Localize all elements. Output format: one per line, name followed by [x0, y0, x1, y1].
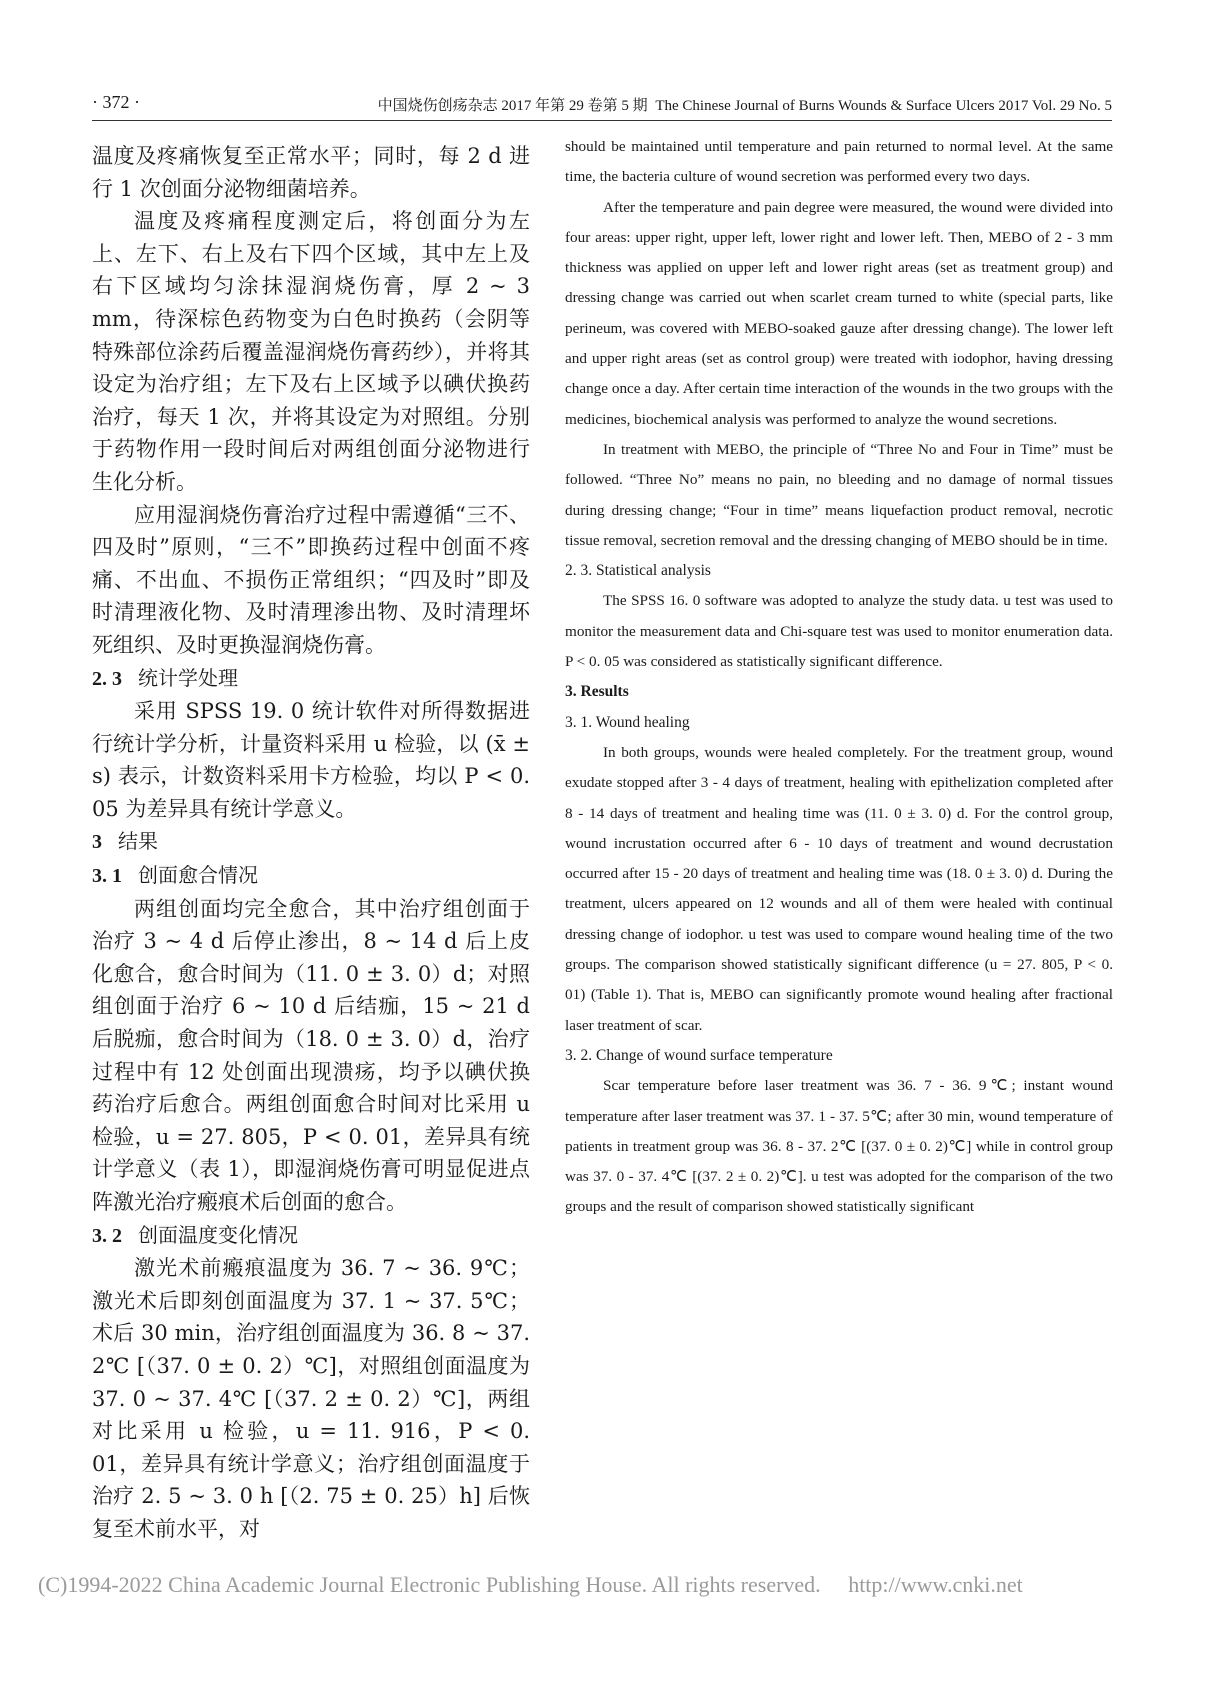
cn-heading-number: 3: [92, 831, 102, 854]
en-paragraph-4: The SPSS 16. 0 software was adopted to analyze the study data. u test was used to monitor the measurement data and Chi-square test was used to monitor enumeration data. P < 0. 05 was considered as statistically significant difference.: [565, 592, 1113, 671]
cn-heading-3-1: [92, 859, 530, 893]
journal-title-cn: 中国烧伤创疡杂志 2017 年第 29 卷第 5 期: [377, 98, 648, 114]
en-paragraph-2: After the temperature and pain degree were measured, the wound were divided into four areas: upper right, upper left, lower right and lower left. Then, MEBO of 2 - 3 mm thickness was applied on upper left and lower right areas (set as treatment group) and dressing change was carried out when scarlet cream turned to white (special parts, like perineum, was covered with MEBO-soaked gauze after dressing change). The lower left and upper right areas (set as control group) were treated with iodophor, having dressing change once a day. After certain time interaction of the wounds in the two groups with the medicines, biochemical analysis was performed to analyze the wound secretions.: [565, 198, 1113, 428]
cn-heading-3: [92, 825, 530, 859]
cn-heading-number: 3. 2: [92, 1224, 122, 1247]
chinese-column: [92, 140, 530, 1546]
journal-title-en: The Chinese Journal of Burns Wounds & Surface Ulcers 2017 Vol. 29 No. 5: [655, 98, 1112, 114]
en-heading-3-1: 3. 1. Wound healing: [565, 713, 690, 731]
journal-citation: [374, 94, 1112, 115]
cn-paragraph-3: 应用湿润烧伤膏治疗过程中需遵循“三不、四及时”原则，“三不”即换药过程中创面不疼痛、不出血、不损伤正常组织；“四及时”即及时清理液化物、及时清理渗出物、及时清理坏死组织、及时更换湿润烧伤膏。: [92, 502, 530, 657]
cn-paragraph-4: 采用 SPSS 19. 0 统计软件对所得数据进行统计学分析，计量资料采用 u 检验，以 (x̄ ± s) 表示，计数资料采用卡方检验，均以 P < 0. 05 为差异具有统计学意义。: [92, 699, 530, 821]
cn-paragraph-6: 激光术前瘢痕温度为 36. 7 ~ 36. 9℃；激光术后即刻创面温度为 37. 1 ~ 37. 5℃；术后 30 min，治疗组创面温度为 36. 8 ~ 37. 2℃ [（37. 0 ± 0. 2）℃]，对照组创面温度为 37. 0 ~ 37. 4℃ [（37. 2 ± 0. 2）℃]，两组对比采用 u 检验，u = 11. 916，P < 0. 01，差异具有统计学意义；治疗组创面温度于治疗 2. 5 ~ 3. 0 h [（2. 75 ± 0. 25）h] 后恢复至术前水平，对: [92, 1256, 530, 1541]
copyright-text: (C)1994-2022 China Academic Journal Electronic Publishing House. All rights reserved.: [38, 1572, 821, 1597]
cn-paragraph-5: 两组创面均完全愈合，其中治疗组创面于治疗 3 ~ 4 d 后停止渗出，8 ~ 14 d 后上皮化愈合，愈合时间为（11. 0 ± 3. 0）d；对照组创面于治疗 6 ~ 10 d 后结痂，15 ~ 21 d 后脱痂，愈合时间为（18. 0 ± 3. 0）d，治疗过程中有 12 处创面出现溃疡，均予以碘伏换药治疗后愈合。两组创面愈合时间对比采用 u 检验，u = 27. 805，P < 0. 01，差异具有统计学意义（表 1），即湿润烧伤膏可明显促进点阵激光治疗瘢痕术后创面的愈合。: [92, 896, 530, 1214]
cn-paragraph-2: 温度及疼痛程度测定后，将创面分为左上、左下、右上及右下四个区域，其中左上及右下区域均匀涂抹湿润烧伤膏，厚 2 ~ 3 mm，待深棕色药物变为白色时换药（会阴等特殊部位涂药后覆盖湿润烧伤膏药纱），并将其设定为治疗组；左下及右上区域予以碘伏换药治疗，每天 1 次，并将其设定为对照组。分别于药物作用一段时间后对两组创面分泌物进行生化分析。: [92, 209, 530, 494]
footer-url: http://www.cnki.net: [848, 1572, 1023, 1597]
page-number: · 372 ·: [92, 92, 140, 112]
en-heading-3: 3. Results: [565, 683, 629, 701]
cn-heading-3-2: [92, 1219, 530, 1253]
en-paragraph-6: Scar temperature before laser treatment was 36. 7 - 36. 9℃; instant wound temperature after laser treatment was 37. 1 - 37. 5℃; after 30 min, wound temperature of patients in treatment group was 36. 8 - 37. 2℃ [(37. 0 ± 0. 2)℃] while in control group was 37. 0 - 37. 4℃ [(37. 2 ± 0. 2)℃]. u test was adopted for the comparison of the two groups and the result of comparison showed statistically significant: [565, 1077, 1113, 1216]
cn-heading-number: 3. 1: [92, 865, 122, 888]
running-header: [92, 92, 1112, 121]
cn-heading-number: 2. 3: [92, 667, 122, 690]
en-paragraph-1: should be maintained until temperature and pain returned to normal level. At the same time, the bacteria culture of wound secretion was performed every two days.: [565, 138, 1113, 186]
cn-heading-text: 统计学处理: [138, 665, 238, 690]
cn-paragraph-1: 温度及疼痛恢复至正常水平；同时，每 2 d 进行 1 次创面分泌物细菌培养。: [92, 144, 530, 201]
english-column: [565, 132, 1113, 1223]
en-heading-2-3: 2. 3. Statistical analysis: [565, 562, 711, 580]
cn-heading-2-3: [92, 662, 530, 696]
en-paragraph-5: In both groups, wounds were healed completely. For the treatment group, wound exudate stopped after 3 - 4 days of treatment, healing with epithelization completed after 8 - 14 days of treatment and healing time was (11. 0 ± 3. 0) d. For the control group, wound incrustation occurred after 6 - 10 days of treatment and wound decrustation occurred after 15 - 20 days of treatment and healing time was (18. 0 ± 3. 0) d. During the treatment, ulcers appeared on 12 wounds and all of them were healed with continual dressing change of iodophor. u test was used to compare wound healing time of the two groups. The comparison showed statistically significant difference (u = 27. 805, P < 0. 01) (Table 1). That is, MEBO can significantly promote wound healing after fractional laser treatment of scar.: [565, 743, 1113, 1034]
cn-heading-text: 结果: [118, 829, 158, 854]
cn-heading-text: 创面愈合情况: [138, 863, 258, 888]
en-paragraph-3: In treatment with MEBO, the principle of “Three No and Four in Time” must be followed. “Three No” means no pain, no bleeding and no damage of normal tissues during dressing change; “Four in time” means liquefaction product removal, necrotic tissue removal, secretion removal and the dressing changing of MEBO should be in time.: [565, 440, 1113, 549]
copyright-footer: [38, 1572, 1168, 1598]
cn-heading-text: 创面温度变化情况: [138, 1222, 298, 1247]
en-heading-3-2: 3. 2. Change of wound surface temperature: [565, 1046, 833, 1064]
